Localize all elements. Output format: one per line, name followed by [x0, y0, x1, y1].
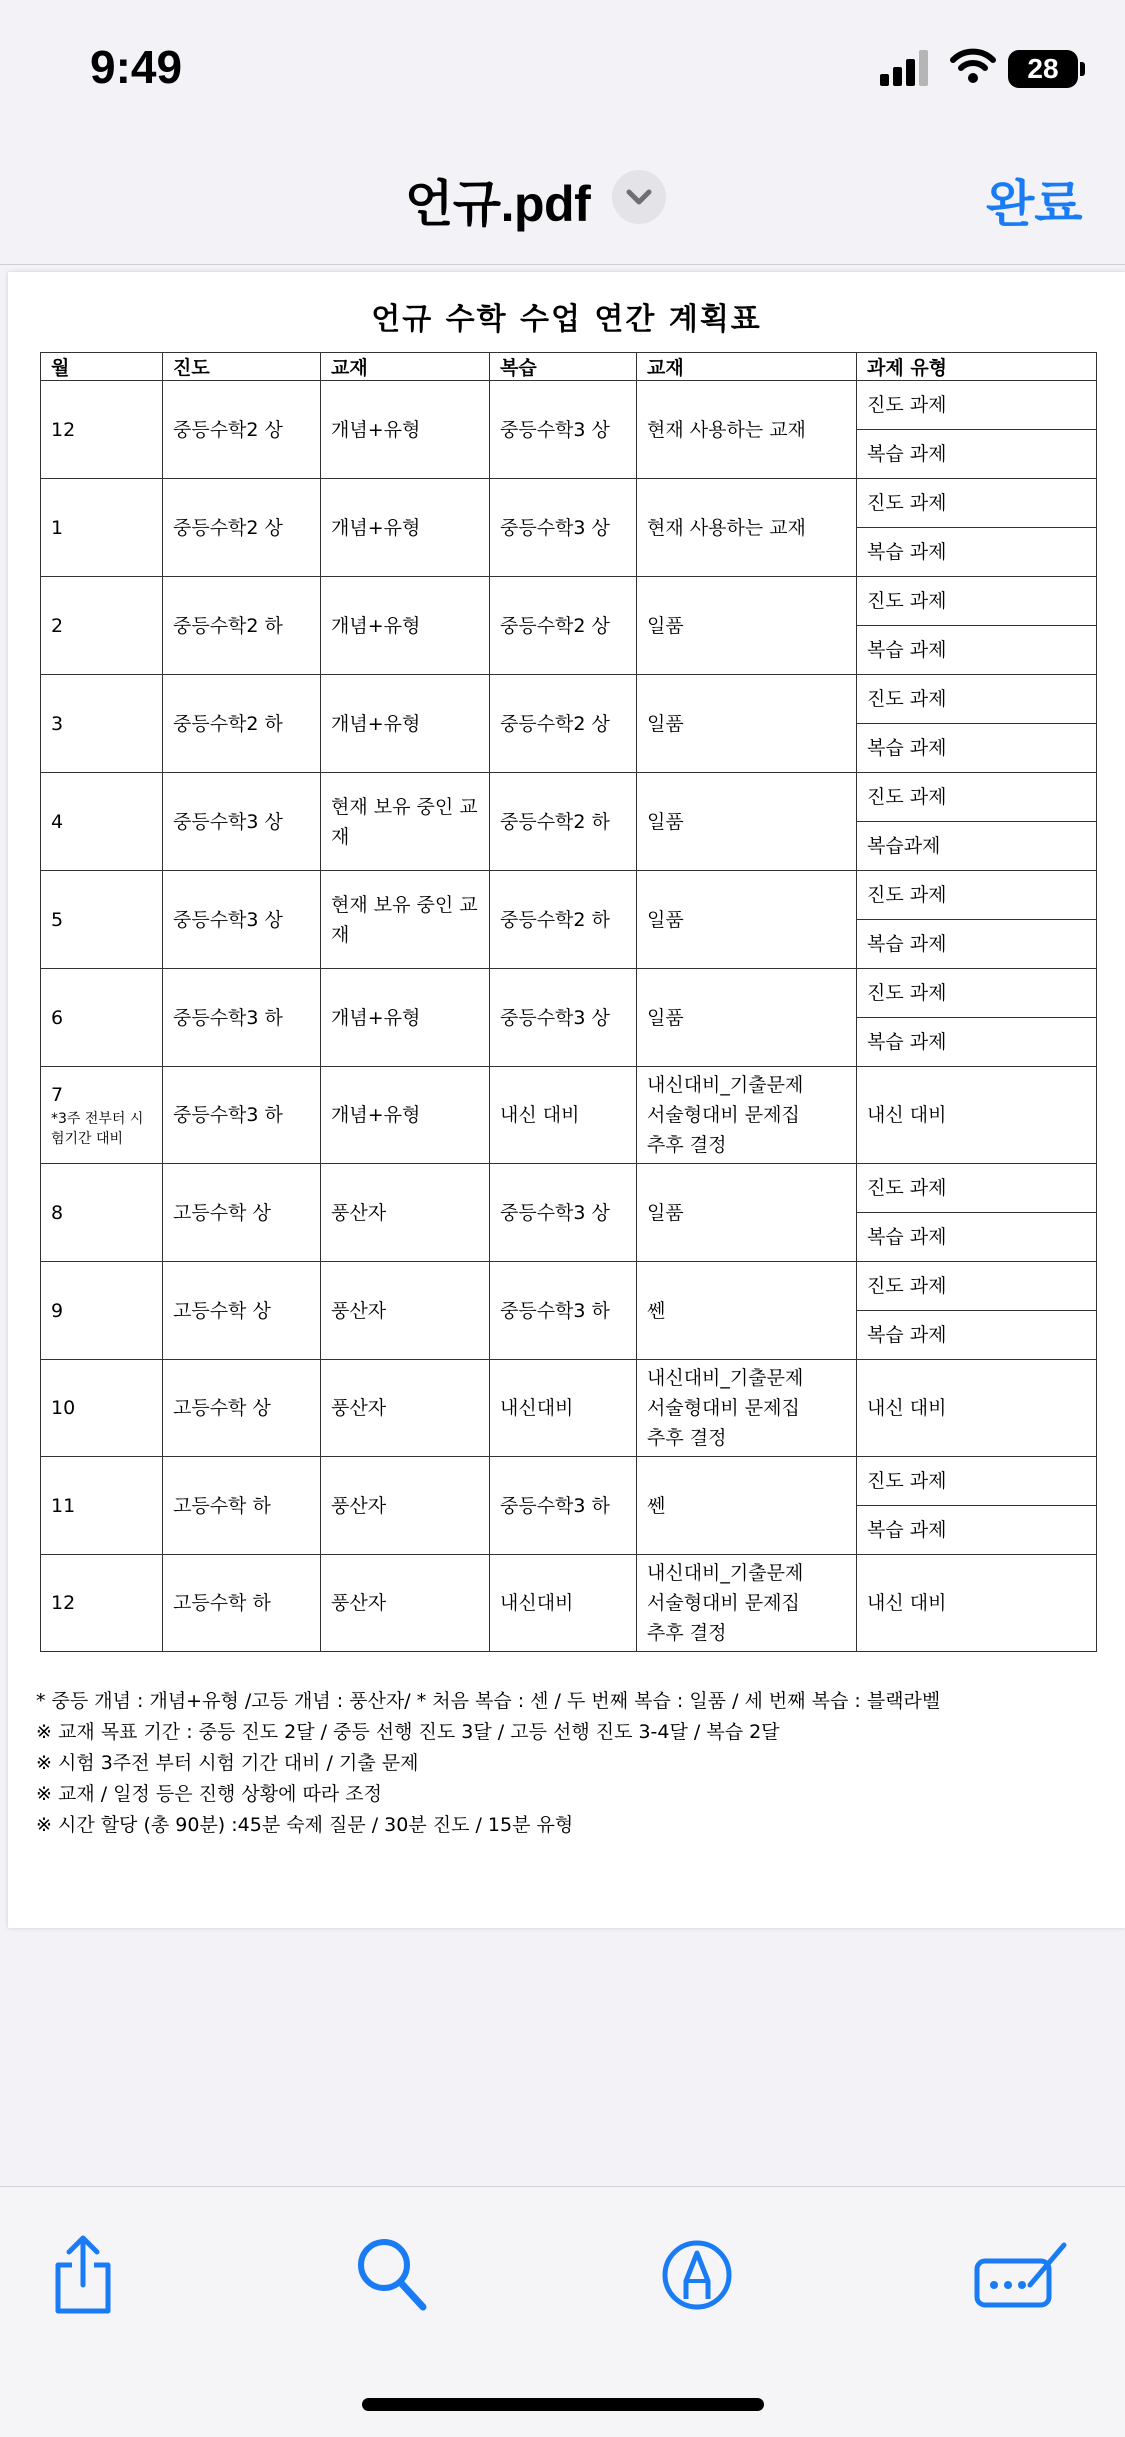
book-cell: 현재 보유 중인 교재	[321, 773, 490, 871]
task-cell: 복습과제	[857, 822, 1097, 871]
book-cell: 풍산자	[321, 1262, 490, 1360]
task-cell: 복습 과제	[857, 1018, 1097, 1067]
page-title: 언규 수학 수업 연간 계획표	[371, 302, 762, 337]
review-cell: 중등수학3 상	[490, 479, 637, 577]
status-bar	[0, 0, 1125, 140]
markup-icon[interactable]	[660, 2233, 734, 2317]
month-value: 6	[51, 1006, 64, 1029]
task-cell: 복습 과제	[857, 626, 1097, 675]
header-progress: 진도	[163, 353, 321, 381]
progress-cell: 고등수학 상	[163, 1262, 321, 1360]
table-row	[41, 773, 1097, 822]
task-cell: 내신 대비	[857, 1360, 1097, 1457]
progress-cell: 중등수학2 하	[163, 675, 321, 773]
progress-cell: 중등수학2 상	[163, 479, 321, 577]
table-row	[41, 1555, 1097, 1652]
month-value: 1	[51, 516, 64, 539]
table-row	[41, 969, 1097, 1018]
month-cell	[41, 675, 163, 773]
review-book-cell: 쎈	[637, 1262, 857, 1360]
document-title[interactable]: 언규.pdf	[405, 176, 591, 232]
book-cell: 개념+유형	[321, 577, 490, 675]
book-cell: 풍산자	[321, 1164, 490, 1262]
table-row	[41, 1360, 1097, 1457]
status-time: 9:49	[90, 41, 183, 93]
month-cell	[41, 479, 163, 577]
book-cell: 현재 보유 중인 교재	[321, 871, 490, 969]
battery-indicator: 28	[1008, 50, 1078, 88]
review-book-cell: 일품	[637, 577, 857, 675]
month-value: 4	[51, 810, 64, 833]
header-review-book: 교재	[637, 353, 857, 381]
month-value: 10	[51, 1397, 76, 1419]
task-cell: 진도 과제	[857, 871, 1097, 920]
book-cell: 개념+유형	[321, 381, 490, 479]
book-cell: 개념+유형	[321, 1067, 490, 1164]
month-value: 12	[51, 1592, 76, 1614]
progress-cell: 고등수학 상	[163, 1164, 321, 1262]
note-line: ※ 시험 3주전 부터 시험 기간 대비 / 기출 문제	[36, 1752, 419, 1774]
book-cell: 풍산자	[321, 1360, 490, 1457]
progress-cell: 중등수학3 상	[163, 773, 321, 871]
table-row	[41, 871, 1097, 920]
table-row	[41, 577, 1097, 626]
month-cell	[41, 871, 163, 969]
plan-table	[40, 352, 1097, 1652]
progress-cell: 고등수학 상	[163, 1360, 321, 1457]
month-cell	[41, 577, 163, 675]
header-task-type: 과제 유형	[857, 353, 1097, 381]
month-cell	[41, 381, 163, 479]
book-cell: 개념+유형	[321, 479, 490, 577]
month-cell	[41, 1164, 163, 1262]
review-cell: 내신대비	[490, 1555, 637, 1652]
title-menu-button[interactable]	[612, 170, 666, 224]
battery-tip	[1080, 62, 1085, 76]
share-icon[interactable]	[50, 2233, 116, 2317]
table-row	[41, 479, 1097, 528]
month-value: 8	[51, 1201, 64, 1224]
month-cell	[41, 969, 163, 1067]
progress-cell: 고등수학 하	[163, 1555, 321, 1652]
notes	[36, 1686, 940, 1841]
note-line: ※ 시간 할당 (총 90분) :45분 숙제 질문 / 30분 진도 / 15분 유형	[36, 1814, 574, 1836]
month-cell	[41, 773, 163, 871]
task-cell: 복습 과제	[857, 1311, 1097, 1360]
task-cell: 진도 과제	[857, 577, 1097, 626]
chevron-down-icon	[612, 170, 666, 224]
home-indicator	[362, 2398, 764, 2411]
month-cell	[41, 1262, 163, 1360]
table-row	[41, 1164, 1097, 1213]
progress-cell: 중등수학3 상	[163, 871, 321, 969]
month-value: 2	[51, 614, 64, 637]
search-icon[interactable]	[352, 2233, 430, 2317]
cellular-signal-icon	[880, 50, 930, 86]
table-row	[41, 381, 1097, 430]
month-value: 7	[51, 1084, 64, 1106]
review-cell: 중등수학2 상	[490, 577, 637, 675]
review-book-cell: 일품	[637, 773, 857, 871]
month-cell	[41, 1360, 163, 1457]
header-book: 교재	[321, 353, 490, 381]
book-cell: 풍산자	[321, 1457, 490, 1555]
task-cell: 복습 과제	[857, 430, 1097, 479]
month-value: 9	[51, 1299, 64, 1322]
review-book-cell: 내신대비_기출문제 서술형대비 문제집 추후 결정	[637, 1360, 857, 1457]
task-cell: 복습 과제	[857, 920, 1097, 969]
task-cell: 복습 과제	[857, 724, 1097, 773]
task-cell: 내신 대비	[857, 1067, 1097, 1164]
note-line: ※ 교재 / 일정 등은 진행 상황에 따라 조정	[36, 1783, 382, 1805]
review-book-cell: 일품	[637, 1164, 857, 1262]
header-month: 월	[41, 353, 163, 381]
book-cell: 풍산자	[321, 1555, 490, 1652]
task-cell: 진도 과제	[857, 381, 1097, 430]
table-row	[41, 675, 1097, 724]
task-cell: 복습 과제	[857, 1506, 1097, 1555]
review-cell: 중등수학3 상	[490, 1164, 637, 1262]
signature-icon[interactable]	[972, 2233, 1072, 2317]
review-cell: 중등수학2 하	[490, 773, 637, 871]
task-cell: 복습 과제	[857, 1213, 1097, 1262]
task-cell: 진도 과제	[857, 969, 1097, 1018]
review-cell: 중등수학2 하	[490, 871, 637, 969]
review-book-cell: 현재 사용하는 교재	[637, 479, 857, 577]
month-value: 12	[51, 418, 76, 441]
progress-cell: 중등수학2 상	[163, 381, 321, 479]
task-cell: 내신 대비	[857, 1555, 1097, 1652]
progress-cell: 중등수학2 하	[163, 577, 321, 675]
navigation-bar	[0, 140, 1125, 265]
note-line: * 중등 개념 : 개념+유형 /고등 개념 : 풍산자/ * 처음 복습 : 센 / 두 번째 복습 : 일품 / 세 번째 복습 : 블랙라벨	[36, 1690, 941, 1712]
note-line: ※ 교재 목표 기간 : 중등 진도 2달 / 중등 선행 진도 3달 / 고등 선행 진도 3-4달 / 복습 2달	[36, 1721, 780, 1743]
review-book-cell: 일품	[637, 675, 857, 773]
review-cell: 중등수학3 하	[490, 1457, 637, 1555]
book-cell: 개념+유형	[321, 969, 490, 1067]
table-row	[41, 1262, 1097, 1311]
task-cell: 진도 과제	[857, 675, 1097, 724]
task-cell: 진도 과제	[857, 1262, 1097, 1311]
review-cell: 중등수학2 상	[490, 675, 637, 773]
task-cell: 진도 과제	[857, 1164, 1097, 1213]
review-cell: 내신대비	[490, 1360, 637, 1457]
month-value: 11	[51, 1494, 76, 1517]
month-cell	[41, 1555, 163, 1652]
progress-cell: 고등수학 하	[163, 1457, 321, 1555]
review-book-cell: 쎈	[637, 1457, 857, 1555]
month-value: 5	[51, 908, 64, 931]
month-cell	[41, 1457, 163, 1555]
progress-cell: 중등수학3 하	[163, 1067, 321, 1164]
review-book-cell: 일품	[637, 969, 857, 1067]
table-row	[41, 1067, 1097, 1164]
table-header-row	[41, 353, 1097, 381]
month-value: 3	[51, 712, 64, 735]
task-cell: 복습 과제	[857, 528, 1097, 577]
month-cell	[41, 1067, 163, 1164]
header-review: 복습	[490, 353, 637, 381]
task-cell: 진도 과제	[857, 1457, 1097, 1506]
done-button[interactable]: 완료	[986, 176, 1083, 232]
book-cell: 개념+유형	[321, 675, 490, 773]
progress-cell: 중등수학3 하	[163, 969, 321, 1067]
review-cell: 중등수학3 상	[490, 969, 637, 1067]
pdf-page[interactable]	[8, 272, 1125, 1928]
task-cell: 진도 과제	[857, 479, 1097, 528]
task-cell: 진도 과제	[857, 773, 1097, 822]
review-cell: 내신 대비	[490, 1067, 637, 1164]
review-book-cell: 현재 사용하는 교재	[637, 381, 857, 479]
month-note: *3주 전부터 시험기간 대비	[51, 1111, 144, 1147]
review-book-cell: 내신대비_기출문제 서술형대비 문제집 추후 결정	[637, 1555, 857, 1652]
review-book-cell: 일품	[637, 871, 857, 969]
review-cell: 중등수학3 하	[490, 1262, 637, 1360]
wifi-icon	[950, 46, 996, 86]
review-cell: 중등수학3 상	[490, 381, 637, 479]
review-book-cell: 내신대비_기출문제 서술형대비 문제집 추후 결정	[637, 1067, 857, 1164]
table-row	[41, 1457, 1097, 1506]
